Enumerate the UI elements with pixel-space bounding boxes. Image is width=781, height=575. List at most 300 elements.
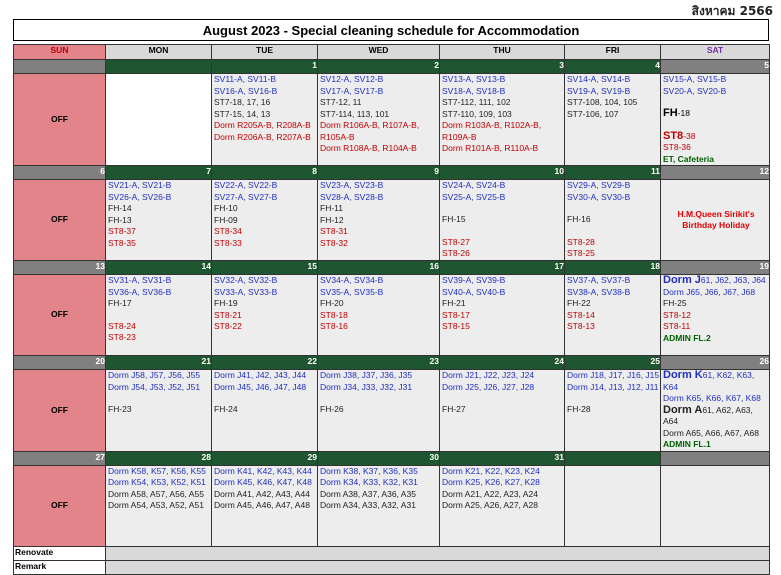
schedule-entry-text: SV14-A, SV14-B (567, 74, 631, 84)
schedule-cell (565, 180, 661, 261)
schedule-entry (663, 108, 769, 120)
schedule-entry (442, 287, 564, 299)
schedule-entry (108, 226, 211, 238)
schedule-entry (214, 275, 317, 287)
schedule-entry (214, 238, 317, 250)
schedule-cell (661, 275, 770, 356)
week-5-schedule-row (14, 465, 770, 546)
schedule-entry-text: SV33-A, SV33-B (214, 286, 278, 297)
schedule-entry-text: ST8-11 (663, 321, 691, 331)
schedule-entry (108, 332, 211, 344)
schedule-entry (320, 382, 439, 394)
schedule-entry-text: ST8-32 (320, 237, 348, 248)
schedule-entry (663, 298, 769, 310)
schedule-entry (214, 120, 317, 132)
schedule-entry-text: Dorm R101A-B, R110A-B (442, 143, 539, 153)
sunday-off-cell: OFF (14, 465, 106, 546)
weekday-thu: THU (440, 45, 565, 60)
schedule-entry (108, 321, 211, 333)
schedule-entry-text: ST8-16 (320, 321, 348, 331)
date-number: 22 (212, 356, 318, 370)
schedule-entry-text: FH-23 (108, 404, 132, 414)
schedule-entry (214, 500, 317, 512)
schedule-entry (214, 298, 317, 310)
schedule-entry-text: ST7-112, 111, 102 (442, 97, 511, 107)
schedule-entry-text: SV11-A, SV11-B (214, 74, 277, 84)
schedule-cell (661, 465, 770, 546)
spacer (567, 393, 660, 404)
schedule-entry (442, 120, 564, 143)
schedule-entry-suffix: 61, J62, J63, J64 (700, 275, 766, 285)
schedule-entry-text: FH-13 (108, 214, 132, 225)
schedule-entry-text: ST8-36 (663, 142, 691, 152)
schedule-entry-text: ST7-18, 17, 16 (214, 97, 271, 107)
schedule-entry-text: SV36-A, SV36-B (108, 286, 172, 297)
remark-row (14, 560, 770, 574)
schedule-entry (567, 382, 660, 394)
schedule-cell (440, 74, 565, 166)
schedule-entry-text: ST7-15, 14, 13 (214, 108, 271, 119)
schedule-entry-text: FH-20 (320, 298, 344, 308)
date-number: 23 (318, 356, 440, 370)
schedule-entry (214, 370, 317, 382)
schedule-entry-text: Dorm A41, A42, A43, A44 (214, 488, 310, 499)
schedule-entry-text: SV27-A, SV27-B (214, 191, 278, 202)
schedule-entry-text: FH-24 (214, 404, 238, 414)
schedule-entry-text: FH-28 (567, 404, 591, 414)
schedule-entry (214, 86, 317, 98)
schedule-entry-text: FH-16 (567, 214, 591, 224)
schedule-entry-text: ST8-14 (567, 309, 595, 320)
schedule-entry (108, 203, 211, 215)
schedule-entry-text: ST8-15 (442, 321, 470, 331)
schedule-entry-text: SV31-A, SV31-B (108, 275, 172, 285)
schedule-entry-text: Dorm K54, K53, K52, K51 (108, 477, 206, 487)
schedule-entry (108, 298, 211, 310)
schedule-entry (567, 109, 660, 121)
remark-label: Remark (14, 560, 106, 574)
schedule-entry-text: Dorm R108A-B, R104A-B (320, 143, 417, 153)
schedule-entry (320, 477, 439, 489)
schedule-entry (214, 109, 317, 121)
schedule-entry (214, 321, 317, 333)
schedule-entry-text: SV25-A, SV25-B (442, 191, 506, 202)
schedule-cell (565, 74, 661, 166)
schedule-entry-text: FH-22 (567, 298, 591, 308)
schedule-entry-text: SV23-A, SV23-B (320, 180, 384, 190)
date-number: 2 (318, 60, 440, 74)
date-number: 30 (318, 451, 440, 465)
schedule-entry (567, 310, 660, 322)
spacer (108, 393, 211, 404)
schedule-entry (214, 97, 317, 109)
weekday-wed: WED (318, 45, 440, 60)
schedule-entry (663, 74, 769, 86)
schedule-entry-text: ADMIN FL.2 (663, 332, 711, 343)
date-number: 8 (212, 166, 318, 180)
schedule-entry (320, 370, 439, 382)
schedule-entry (320, 97, 439, 109)
schedule-entry-text: ST8-26 (442, 248, 470, 258)
schedule-entry (567, 97, 660, 109)
schedule-entry (663, 370, 769, 393)
schedule-entry (108, 275, 211, 287)
schedule-entry (214, 404, 317, 416)
sunday-off-cell: OFF (14, 180, 106, 261)
schedule-entry (320, 298, 439, 310)
schedule-cell (212, 370, 318, 452)
schedule-entry (320, 74, 439, 86)
schedule-entry-text: ST8-13 (567, 321, 595, 331)
schedule-entry (214, 192, 317, 204)
schedule-entry-suffix: 61, K62, K63, K64 (663, 370, 755, 392)
schedule-entry (442, 404, 564, 416)
week-2-schedule-row (14, 180, 770, 261)
schedule-cell (318, 180, 440, 261)
date-number: 25 (565, 356, 661, 370)
schedule-entry-text: SV19-A, SV19-B (567, 85, 631, 96)
week-2-date-row (14, 166, 770, 180)
schedule-entry-text: SV21-A, SV21-B (108, 180, 172, 190)
schedule-entry (214, 180, 317, 192)
thai-month-label: สิงหาคม 2566 (691, 4, 773, 18)
date-number: 4 (565, 60, 661, 74)
schedule-entry-text: SV34-A, SV34-B (320, 275, 384, 285)
schedule-entry (567, 74, 660, 86)
schedule-entry-text: SV26-A, SV26-B (108, 191, 172, 202)
schedule-entry-text: Dorm K45, K46, K47, K48 (214, 477, 312, 487)
date-number: 10 (440, 166, 565, 180)
schedule-entry-text: ST8-27 (442, 236, 470, 247)
schedule-entry-text: ST7-12, 11 (320, 97, 362, 107)
schedule-cell (661, 74, 770, 166)
schedule-entry (663, 131, 769, 143)
schedule-entry-text: SV32-A, SV32-B (214, 275, 278, 285)
schedule-entry-text: ST8-35 (108, 237, 136, 248)
schedule-entry-text: SV22-A, SV22-B (214, 180, 278, 190)
schedule-entry-text: Dorm R206A-B, R207A-B (214, 131, 311, 142)
schedule-entry (320, 86, 439, 98)
schedule-entry-text: SV39-A, SV39-B (442, 275, 506, 285)
schedule-entry (442, 477, 564, 489)
schedule-entry (320, 466, 439, 478)
schedule-entry (108, 180, 211, 192)
week-1-schedule-row (14, 74, 770, 166)
schedule-entry-text: Dorm J18, J17, J16, J15 (567, 370, 660, 380)
schedule-entry (567, 275, 660, 287)
schedule-entry-suffix: 61, A62, A63, A64 (663, 404, 753, 426)
date-number: 18 (565, 261, 661, 275)
date-number (106, 60, 212, 74)
schedule-entry-text: Dorm A21, A22, A23, A24 (442, 488, 538, 499)
spacer (108, 310, 211, 321)
week-1-date-row (14, 60, 770, 74)
schedule-entry (567, 370, 660, 382)
schedule-cell (106, 370, 212, 452)
schedule-entry (567, 321, 660, 333)
schedule-entry-text: FH-21 (442, 298, 466, 308)
schedule-entry (214, 203, 317, 215)
schedule-entry-text: FH-11 (320, 203, 343, 213)
schedule-entry-text: Dorm K34, K33, K32, K31 (320, 477, 418, 487)
sunday-off-cell: OFF (14, 370, 106, 452)
schedule-entry-text: SV30-A, SV30-B (567, 191, 631, 202)
schedule-entry (442, 86, 564, 98)
schedule-entry (320, 226, 439, 238)
schedule-entry (442, 370, 564, 382)
schedule-entry (108, 500, 211, 512)
schedule-cell (565, 370, 661, 452)
schedule-cell (212, 465, 318, 546)
schedule-cell (440, 275, 565, 356)
schedule-entry (442, 310, 564, 322)
schedule-entry (320, 489, 439, 501)
schedule-entry-text: SV18-A, SV18-B (442, 85, 506, 96)
schedule-entry-text: SV40-A, SV40-B (442, 286, 506, 297)
date-number: 20 (14, 356, 106, 370)
schedule-entry (108, 489, 211, 501)
schedule-entry-suffix: -18 (677, 108, 690, 118)
schedule-entry-text: SV16-A, SV16-B (214, 85, 278, 96)
schedule-entry (214, 215, 317, 227)
schedule-entry-text: ST8-31 (320, 226, 348, 236)
schedule-cell (661, 370, 770, 452)
schedule-entry-text: Dorm A25, A26, A27, A28 (442, 500, 538, 510)
schedule-cell (565, 465, 661, 546)
schedule-entry (442, 192, 564, 204)
spacer (567, 203, 660, 214)
schedule-entry-text: ST8-34 (214, 226, 242, 236)
schedule-entry-text: Dorm K21, K22, K23, K24 (442, 465, 540, 476)
schedule-entry (663, 310, 769, 322)
week-5-date-row (14, 451, 770, 465)
schedule-entry (663, 428, 769, 440)
weekday-sat: SAT (661, 45, 770, 60)
schedule-entry (214, 382, 317, 394)
date-number: 5 (661, 60, 770, 74)
schedule-entry-text: ST8-25 (567, 248, 595, 258)
schedule-entry (320, 180, 439, 192)
week-4-date-row (14, 356, 770, 370)
schedule-cell (212, 180, 318, 261)
schedule-entry-text: Dorm J38, J37, J36, J35 (320, 370, 413, 380)
schedule-entry (442, 97, 564, 109)
schedule-entry (320, 275, 439, 287)
schedule-entry (663, 142, 769, 154)
schedule-entry (108, 238, 211, 250)
schedule-entry (663, 86, 769, 98)
page-title: August 2023 - Special cleaning schedule for Accommodation (13, 19, 769, 41)
schedule-entry-text: SV17-A, SV17-B (320, 85, 384, 96)
schedule-entry-text: ST8-21 (214, 309, 242, 320)
schedule-entry-text: FH-15 (442, 214, 466, 224)
schedule-entry-text: SV12-A, SV12-B (320, 74, 384, 84)
schedule-entry (108, 466, 211, 478)
schedule-entry (108, 404, 211, 416)
schedule-entry-text: Dorm J58, J57, J56, J55 (108, 370, 201, 380)
schedule-entry-text: FH-17 (108, 298, 132, 308)
schedule-entry-text: Dorm J34, J33, J32, J31 (320, 381, 413, 392)
schedule-entry-text: SV24-A, SV24-B (442, 180, 506, 190)
schedule-entry (567, 287, 660, 299)
schedule-entry (442, 180, 564, 192)
schedule-entry-text: Dorm J21, J22, J23, J24 (442, 370, 535, 380)
schedule-entry-text: Dorm K (663, 369, 703, 381)
schedule-cell (440, 465, 565, 546)
schedule-entry (567, 248, 660, 260)
schedule-entry-text: Dorm K58, K57, K56, K55 (108, 465, 206, 476)
schedule-entry-text: FH-25 (663, 298, 687, 308)
calendar-table (13, 44, 770, 575)
schedule-entry-text: ST7-110, 109, 103 (442, 108, 512, 119)
schedule-entry (567, 192, 660, 204)
schedule-entry-text: ST8 (663, 129, 684, 142)
schedule-cell (318, 74, 440, 166)
date-number: 28 (106, 451, 212, 465)
schedule-entry (320, 109, 439, 121)
schedule-entry-text: SV28-A, SV28-B (320, 191, 384, 202)
schedule-entry-text: Dorm K65, K66, K67, K68 (663, 393, 761, 403)
schedule-entry (108, 370, 211, 382)
schedule-entry (320, 404, 439, 416)
schedule-entry (320, 321, 439, 333)
schedule-cell (106, 275, 212, 356)
schedule-entry (320, 120, 439, 143)
schedule-cell (212, 74, 318, 166)
date-number (565, 451, 661, 465)
date-number: 31 (440, 451, 565, 465)
schedule-entry-text: SV35-A, SV35-B (320, 286, 384, 297)
schedule-entry (567, 214, 660, 226)
schedule-entry (663, 321, 769, 333)
sunday-off-cell: OFF (14, 74, 106, 166)
schedule-entry-text: SV38-A, SV38-B (567, 286, 631, 297)
weekday-mon: MON (106, 45, 212, 60)
schedule-entry (108, 215, 211, 227)
schedule-entry-text: Dorm J (663, 274, 701, 286)
schedule-entry-text: ST7-114, 113, 101 (320, 108, 390, 119)
schedule-entry-text: Dorm R106A-B, R107A-B, R105A-B (320, 120, 420, 142)
schedule-cell (440, 180, 565, 261)
schedule-entry-text: FH-12 (320, 214, 344, 225)
schedule-entry (567, 237, 660, 249)
schedule-entry-suffix: -38 (683, 130, 696, 141)
schedule-cell (106, 74, 212, 166)
schedule-entry-text: ST8-23 (108, 332, 136, 342)
schedule-cell (440, 370, 565, 452)
schedule-entry-text: Dorm A (663, 403, 703, 416)
schedule-entry (320, 203, 439, 215)
date-number: 6 (14, 166, 106, 180)
schedule-entry-text: ST8-17 (442, 309, 470, 320)
schedule-entry (108, 382, 211, 394)
date-number: 3 (440, 60, 565, 74)
date-number: 27 (14, 451, 106, 465)
schedule-entry-text: Dorm R205A-B, R208A-B (214, 120, 311, 130)
schedule-entry-text: ST7-108, 104, 105 (567, 97, 638, 107)
schedule-entry (442, 214, 564, 226)
schedule-entry-text: SV15-A, SV15-B (663, 74, 727, 84)
schedule-entry-text: FH-27 (442, 404, 466, 414)
schedule-entry-text: Dorm J41, J42, J43, J44 (214, 370, 307, 380)
date-number (14, 60, 106, 74)
schedule-entry (442, 500, 564, 512)
schedule-entry-text: FH-09 (214, 214, 238, 225)
schedule-entry-text: Dorm A58, A57, A56, A55 (108, 488, 204, 499)
schedule-entry-text: Dorm K38, K37, K36, K35 (320, 465, 418, 476)
spacer (320, 393, 439, 404)
schedule-entry-text: Dorm K25, K26, K27, K28 (442, 477, 540, 487)
schedule-entry (442, 298, 564, 310)
schedule-entry (320, 238, 439, 250)
schedule-entry (663, 154, 769, 166)
schedule-entry-text: Dorm J45, J46, J47, J48 (214, 381, 307, 392)
schedule-entry-text: ST8-22 (214, 321, 242, 331)
schedule-entry-text: Dorm R103A-B, R102A-B, R109A-B (442, 120, 542, 142)
schedule-entry-text: FH-19 (214, 298, 238, 308)
schedule-entry (567, 86, 660, 98)
date-number: 7 (106, 166, 212, 180)
schedule-entry-text: Dorm J14, J13, J12, J11 (567, 381, 659, 392)
schedule-entry-text: SV20-A, SV20-B (663, 85, 727, 96)
schedule-entry-text: Dorm A38, A37, A36, A35 (320, 488, 416, 499)
schedule-entry (214, 477, 317, 489)
schedule-entry (214, 226, 317, 238)
week-4-schedule-row (14, 370, 770, 452)
date-number: 11 (565, 166, 661, 180)
schedule-entry-text: SV13-A, SV13-B (442, 74, 506, 84)
schedule-entry (442, 382, 564, 394)
schedule-cell (565, 275, 661, 356)
date-number: 12 (661, 166, 770, 180)
schedule-entry-text: ADMIN FL.1 (663, 439, 711, 449)
schedule-entry-text: Dorm K41, K42, K43, K44 (214, 465, 312, 476)
schedule-entry-text: ET, Cafeteria (663, 153, 715, 164)
schedule-entry-text: FH-10 (214, 203, 238, 213)
date-number: 19 (661, 261, 770, 275)
schedule-entry-text: FH-26 (320, 404, 344, 414)
schedule-entry (320, 215, 439, 227)
schedule-entry (214, 466, 317, 478)
weekday-sun: SUN (14, 45, 106, 60)
sunday-off-cell: OFF (14, 275, 106, 356)
schedule-entry-text: ST8-24 (108, 320, 136, 331)
schedule-entry (108, 192, 211, 204)
date-number: 24 (440, 356, 565, 370)
schedule-entry-text: ST8-33 (214, 237, 242, 248)
schedule-entry (442, 248, 564, 260)
date-number: 1 (212, 60, 318, 74)
schedule-entry (214, 310, 317, 322)
spacer (567, 226, 660, 237)
schedule-entry (663, 333, 769, 345)
schedule-entry (663, 275, 769, 287)
schedule-cell (106, 180, 212, 261)
schedule-entry-text: Dorm A65, A66, A67, A68 (663, 427, 759, 438)
schedule-cell (212, 275, 318, 356)
renovate-field (106, 546, 770, 560)
schedule-entry (214, 132, 317, 144)
schedule-entry (214, 489, 317, 501)
schedule-entry-text: SV29-A, SV29-B (567, 180, 631, 190)
date-number: 14 (106, 261, 212, 275)
schedule-entry (442, 321, 564, 333)
schedule-entry-text: Dorm J25, J26, J27, J28 (442, 381, 535, 392)
weekday-fri: FRI (565, 45, 661, 60)
schedule-entry (567, 180, 660, 192)
schedule-entry (320, 310, 439, 322)
schedule-entry (442, 466, 564, 478)
